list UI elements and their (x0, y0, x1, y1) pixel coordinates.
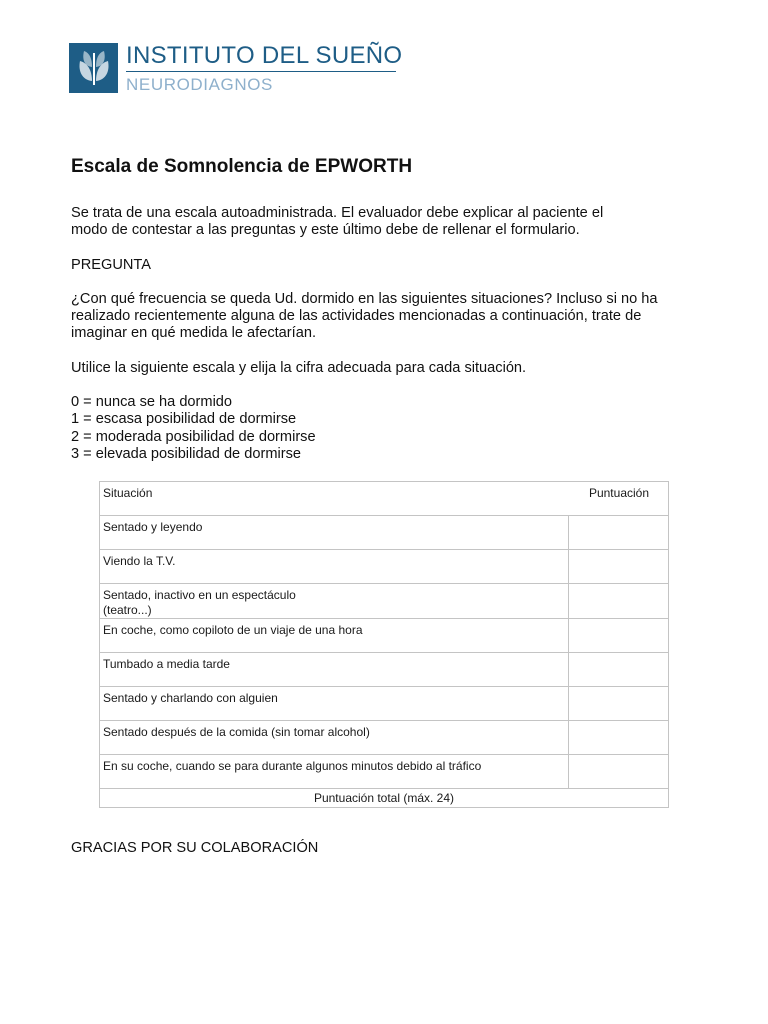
table-total-row (100, 789, 669, 808)
score-cell[interactable] (569, 584, 669, 619)
situation-text: Sentado, inactivo en un espectáculo (103, 588, 296, 602)
situation-text: Sentado y leyendo (103, 520, 203, 534)
question-line-2: realizado recientemente alguna de las actividades mencionadas a continuación, trate de (71, 308, 642, 324)
situation-text-cont: (teatro...) (103, 603, 152, 617)
intro-line-1: Se trata de una escala autoadministrada. El evaluador debe explicar al paciente el (71, 205, 604, 221)
header-situation: Situación (100, 482, 569, 516)
table-row (100, 584, 669, 619)
score-cell[interactable] (569, 619, 669, 653)
situation-text: Viendo la T.V. (103, 554, 176, 568)
table-row (100, 550, 669, 584)
situation-cell (100, 516, 569, 550)
scale-intro: Utilice la siguiente escala y elija la cifra adecuada para cada situación. (71, 360, 527, 376)
question-line-1: ¿Con qué frecuencia se queda Ud. dormido en las siguientes situaciones? Incluso si no ha (71, 291, 658, 307)
scale-item-0: 0 = nunca se ha dormido (71, 394, 233, 410)
table-row (100, 516, 669, 550)
situation-cell (100, 687, 569, 721)
intro-line-2: modo de contestar a las preguntas y este último debe de rellenar el formulario. (71, 222, 580, 238)
table-row (100, 619, 669, 653)
scale-item-1: 1 = escasa posibilidad de dormirse (71, 411, 297, 427)
score-cell[interactable] (569, 550, 669, 584)
score-cell[interactable] (569, 687, 669, 721)
situation-text: Sentado después de la comida (sin tomar alcohol) (103, 725, 370, 739)
score-cell[interactable] (569, 516, 669, 550)
score-cell[interactable] (569, 755, 669, 789)
closing-text: GRACIAS POR SU COLABORACIÓN (71, 840, 319, 856)
score-cell[interactable] (569, 721, 669, 755)
institute-logo (69, 43, 402, 94)
page-title: Escala de Somnolencia de EPWORTH (71, 156, 413, 177)
situation-text: Tumbado a media tarde (103, 657, 230, 671)
table-header-row (100, 482, 669, 516)
leaf-icon (69, 43, 118, 93)
table-row (100, 687, 669, 721)
question-line-3: imaginar en qué medida le afectarían. (71, 325, 317, 341)
situation-cell (100, 653, 569, 687)
situation-text: En coche, como copiloto de un viaje de una hora (103, 623, 363, 637)
table-row (100, 721, 669, 755)
header-score: Puntuación (569, 482, 669, 516)
table-row (100, 653, 669, 687)
total-score-label: Puntuación total (máx. 24) (100, 789, 669, 808)
epworth-table (99, 481, 669, 808)
score-cell[interactable] (569, 653, 669, 687)
scale-item-3: 3 = elevada posibilidad de dormirse (71, 446, 301, 462)
logo-divider (126, 71, 396, 72)
situation-cell (100, 721, 569, 755)
situation-cell (100, 619, 569, 653)
table-row (100, 755, 669, 789)
pregunta-heading: PREGUNTA (71, 257, 152, 273)
situation-cell (100, 755, 569, 789)
scale-item-2: 2 = moderada posibilidad de dormirse (71, 429, 316, 445)
logo-subtitle: NEURODIAGNOS (126, 75, 273, 94)
situation-text: En su coche, cuando se para durante algunos minutos debido al tráfico (103, 759, 482, 773)
situation-cell (100, 584, 569, 619)
situation-cell (100, 550, 569, 584)
situation-text: Sentado y charlando con alguien (103, 691, 278, 705)
logo-title: INSTITUTO DEL SUEÑO (126, 42, 403, 69)
